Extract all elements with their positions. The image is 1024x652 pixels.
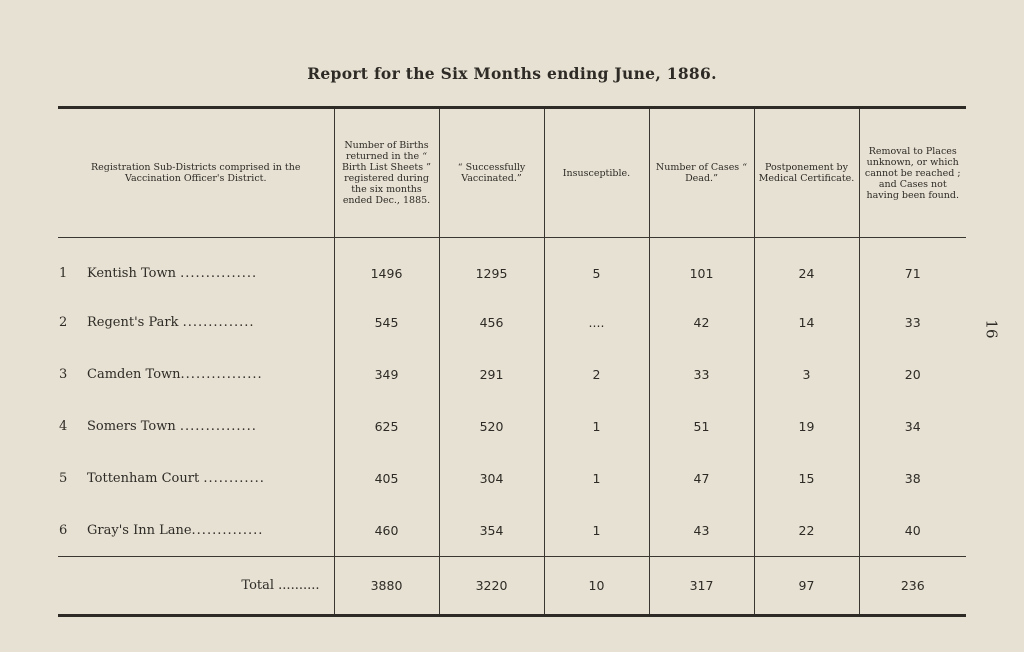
district-name: Gray's Inn Lane <box>87 522 192 538</box>
header-dead: Number of Cases “ Dead.” <box>649 108 754 238</box>
district-name: Somers Town <box>87 418 176 434</box>
header-row <box>58 108 966 238</box>
vaccinated-cell: 456 <box>439 296 544 348</box>
district-name: Kentish Town <box>87 265 176 281</box>
row-number: 2 <box>59 314 68 330</box>
report-title: Report for the Six Months ending June, 1886. <box>307 64 717 83</box>
row-number: 4 <box>59 418 68 434</box>
postponed-cell: 3 <box>754 348 859 400</box>
insusceptible-cell: 1 <box>544 504 649 557</box>
table-row <box>58 238 966 297</box>
dot-leader: ............ <box>203 470 265 486</box>
dead-cell: 51 <box>649 400 754 452</box>
removal-cell: 40 <box>859 504 966 557</box>
district-cell <box>58 348 334 400</box>
removal-cell: 33 <box>859 296 966 348</box>
postponed-cell: 22 <box>754 504 859 557</box>
dot-leader: ............... <box>179 418 257 434</box>
total-dead: 317 <box>649 557 754 616</box>
total-label: Total <box>241 578 275 593</box>
district-cell <box>58 400 334 452</box>
births-cell: 1496 <box>334 238 439 297</box>
dead-cell: 33 <box>649 348 754 400</box>
vaccinated-cell: 291 <box>439 348 544 400</box>
table-row <box>58 400 966 452</box>
total-removal: 236 <box>859 557 966 616</box>
total-label-cell <box>58 557 334 616</box>
district-name: Regent's Park <box>87 314 179 330</box>
row-number: 3 <box>59 366 68 382</box>
total-postponed: 97 <box>754 557 859 616</box>
births-cell: 625 <box>334 400 439 452</box>
dot-leader: ................ <box>180 366 263 382</box>
removal-cell: 38 <box>859 452 966 504</box>
district-cell <box>58 296 334 348</box>
district-name: Tottenham Court <box>87 470 200 486</box>
total-vaccinated: 3220 <box>439 557 544 616</box>
header-district: Registration Sub-Districts comprised in the Vaccination Officer's District. <box>58 108 334 238</box>
dot-leader: .............. <box>182 314 255 330</box>
dead-cell: 43 <box>649 504 754 557</box>
row-number: 6 <box>59 522 68 538</box>
district-cell <box>58 504 334 557</box>
table-row <box>58 296 966 348</box>
header-postponement: Postponement by Medical Certificate. <box>754 108 859 238</box>
dead-cell: 47 <box>649 452 754 504</box>
total-row <box>58 557 966 616</box>
births-cell: 545 <box>334 296 439 348</box>
vaccinated-cell: 304 <box>439 452 544 504</box>
dot-leader: ............... <box>180 265 258 281</box>
vaccinated-cell: 1295 <box>439 238 544 297</box>
district-name: Camden Town <box>87 366 181 382</box>
insusceptible-cell: 1 <box>544 452 649 504</box>
table-row <box>58 504 966 557</box>
row-number: 5 <box>59 470 68 486</box>
postponed-cell: 14 <box>754 296 859 348</box>
postponed-cell: 24 <box>754 238 859 297</box>
dead-cell: 42 <box>649 296 754 348</box>
vaccination-report-table <box>58 106 966 617</box>
postponed-cell: 15 <box>754 452 859 504</box>
removal-cell: 71 <box>859 238 966 297</box>
header-insusceptible: Insusceptible. <box>544 108 649 238</box>
removal-cell: 34 <box>859 400 966 452</box>
insusceptible-cell: 2 <box>544 348 649 400</box>
total-insusceptible: 10 <box>544 557 649 616</box>
dead-cell: 101 <box>649 238 754 297</box>
row-number: 1 <box>59 265 68 281</box>
births-cell: 460 <box>334 504 439 557</box>
district-cell <box>58 452 334 504</box>
district-cell <box>58 238 334 297</box>
removal-cell: 20 <box>859 348 966 400</box>
vaccinated-cell: 354 <box>439 504 544 557</box>
header-births: Number of Births returned in the “ Birth List Sheets ” registered during the six months ended Dec., 1885. <box>334 108 439 238</box>
table-row <box>58 348 966 400</box>
insusceptible-cell: 1 <box>544 400 649 452</box>
vaccinated-cell: 520 <box>439 400 544 452</box>
header-removal: Removal to Places unknown, or which cannot be reached ; and Cases not having been found. <box>859 108 966 238</box>
header-vaccinated: “ Successfully Vaccinated.” <box>439 108 544 238</box>
total-births: 3880 <box>334 557 439 616</box>
page-number: 16 <box>982 319 1001 339</box>
insusceptible-cell: .... <box>544 296 649 348</box>
dot-leader: .......... <box>278 578 320 593</box>
dot-leader: .............. <box>191 522 264 538</box>
births-cell: 349 <box>334 348 439 400</box>
insusceptible-cell: 5 <box>544 238 649 297</box>
table-row <box>58 452 966 504</box>
births-cell: 405 <box>334 452 439 504</box>
postponed-cell: 19 <box>754 400 859 452</box>
